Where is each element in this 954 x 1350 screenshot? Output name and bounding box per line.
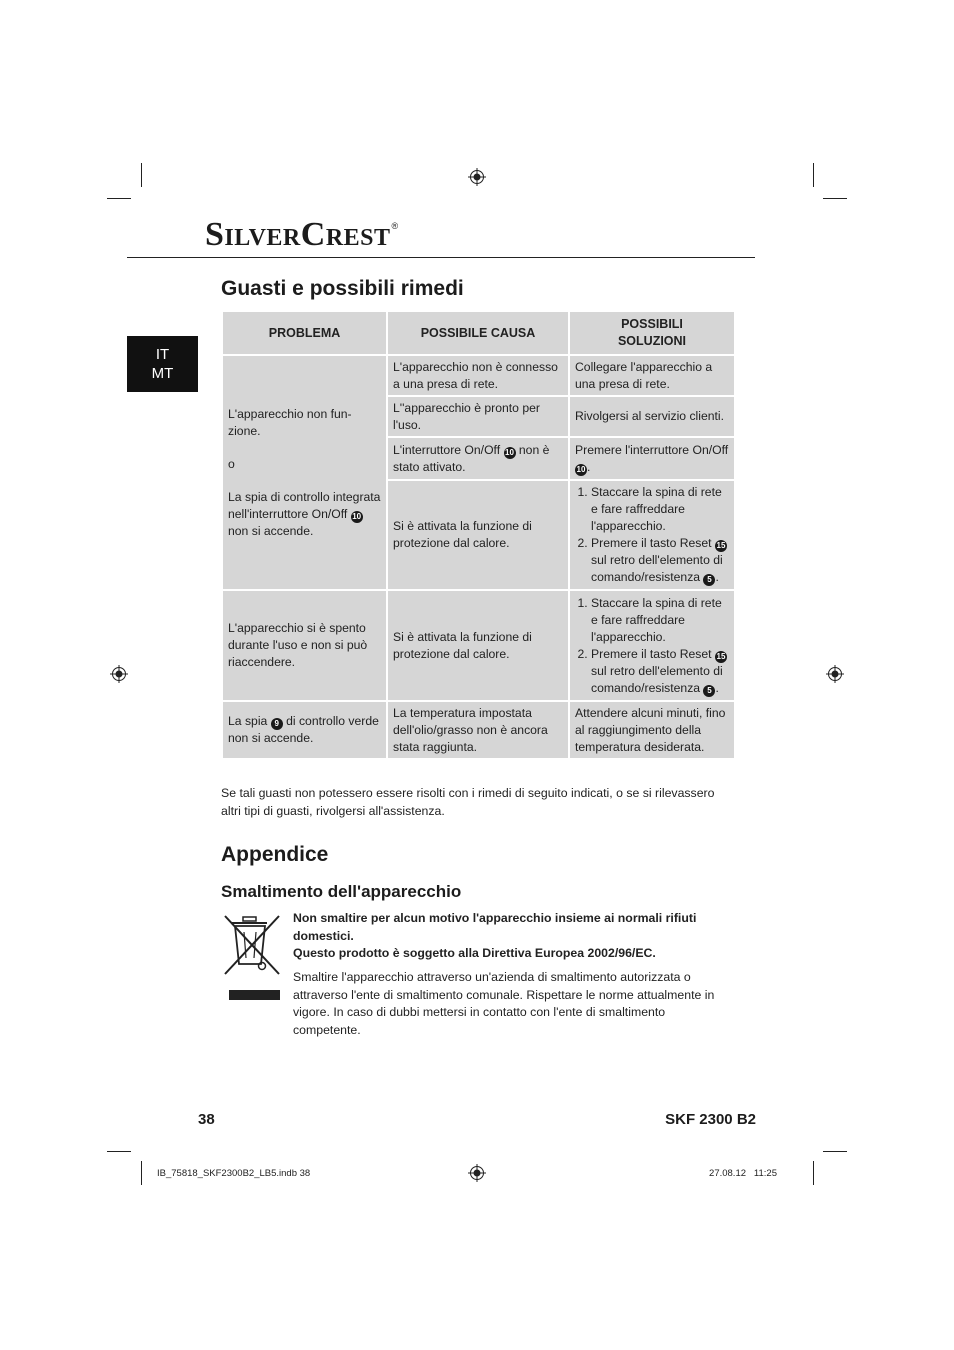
reference-number-badge: 15 <box>716 651 726 661</box>
page-title: Guasti e possibili rimedi <box>221 277 464 300</box>
trademark-symbol: ® <box>391 221 399 231</box>
solution-cell <box>569 480 735 590</box>
solution-step: 2. Premere il tasto Reset 15 sul retro dell'elemento di comando/resistenza 5 . <box>591 646 729 697</box>
registration-mark-icon <box>468 168 486 186</box>
solution-steps <box>575 595 729 697</box>
reference-number-badge: 9 <box>271 718 283 730</box>
problem-cell: La spia 9 di controllo verde non si accende. <box>222 701 387 759</box>
directive-notice: Questo prodotto è soggetto alla Direttiva Europea 2002/96/EC. <box>293 946 656 960</box>
language-tab-line1: IT <box>155 346 170 363</box>
crop-mark <box>141 163 142 187</box>
reference-number-badge: 5 <box>703 574 715 586</box>
reference-number-badge: 10 <box>352 511 362 521</box>
reference-number-badge: 10 <box>576 464 586 474</box>
solution-cell: Rivolgersi al servizio clienti. <box>569 396 735 437</box>
cause-cell: L''apparecchio è pronto per l'uso. <box>387 396 569 437</box>
solution-step: 2. Premere il tasto Reset 15 sul retro dell'elemento di comando/resistenza 5 . <box>591 535 729 586</box>
solution-cell: Premere l'interruttore On/Off 10 . <box>569 437 735 480</box>
model-number: SKF 2300 B2 <box>665 1111 756 1128</box>
solution-step: 1. Staccare la spina di rete e fare raffreddare l'apparecchio. <box>591 595 729 646</box>
reference-number-badge: 5 <box>703 685 715 697</box>
crop-mark <box>813 1161 814 1185</box>
crop-mark <box>823 198 847 199</box>
reference-number-badge: 10 <box>505 447 514 457</box>
crop-mark <box>107 1151 131 1152</box>
problem-cell <box>222 355 387 590</box>
problem-or: o <box>228 456 235 471</box>
table-header-row <box>222 311 735 355</box>
header-rule <box>127 257 755 258</box>
crop-mark <box>823 1151 847 1152</box>
language-tab-line2: MT <box>151 365 174 382</box>
page-number: 38 <box>198 1111 215 1128</box>
registration-mark-icon <box>468 1164 486 1182</box>
header-cause: POSSIBILE CAUSA <box>387 311 569 355</box>
solution-cell: Collegare l'apparecchio a una presa di rete. <box>569 355 735 396</box>
disposal-instructions: Smaltire l'apparecchio attraverso un'azienda di smaltimento autorizzata o attraverso l'ente di smaltimento comunale. Rispettare le norme attualmente in vigore. In caso di dubbi mettersi in contatto con l'ente di smaltimento competente. <box>293 970 715 1037</box>
table-row <box>222 701 735 759</box>
header-solutions: POSSIBILI SOLUZIONI <box>569 311 735 355</box>
troubleshooting-note: Se tali guasti non potessero essere risolti con i rimedi di seguito indicati, o se si rilevassero altri tipi di guasti, rivolgersi all'assistenza. <box>221 786 715 818</box>
table-row <box>222 590 735 701</box>
file-name: IB_75818_SKF2300B2_LB5.indb 38 <box>157 1168 311 1179</box>
problem-cell: L'apparecchio si è spento durante l'uso e non si può riaccendere. <box>222 590 387 701</box>
solution-step: 1. Staccare la spina di rete e fare raffreddare l'apparecchio. <box>591 484 729 535</box>
problem-text: La spia di controllo integrata nell'interruttore On/Off 10 non si accende. <box>228 489 381 538</box>
crop-mark <box>107 198 131 199</box>
disposal-title: Smaltimento dell'apparecchio <box>221 882 462 901</box>
table-row <box>222 355 735 396</box>
solution-cell: Attendere alcuni minuti, fino al raggiungimento della temperatura desiderata. <box>569 701 735 759</box>
disposal-warning: Non smaltire per alcun motivo l'apparecchio insieme ai normali rifiuti domestici. <box>293 911 697 943</box>
solution-steps <box>575 484 729 586</box>
language-tab <box>127 336 198 392</box>
cause-cell: Si è attivata la funzione di protezione dal calore. <box>387 590 569 701</box>
print-date-time: 27.08.12 11:25 <box>709 1168 777 1179</box>
registration-mark-icon <box>826 665 844 683</box>
crossed-out-bin-icon <box>222 912 284 1004</box>
appendix-title: Appendice <box>221 843 329 866</box>
registration-mark-icon <box>110 665 128 683</box>
cause-cell: La temperatura impostata dell'olio/grasso non è ancora stata raggiunta. <box>387 701 569 759</box>
header-problem: PROBLEMA <box>222 311 387 355</box>
reference-number-badge: 15 <box>716 541 726 550</box>
troubleshooting-table <box>221 310 736 760</box>
crop-mark <box>141 1161 142 1185</box>
problem-text: L'apparecchio non fun-zione. <box>228 406 352 438</box>
silvercrest-logo: SILVERCREST® <box>205 216 399 253</box>
crop-mark <box>813 163 814 187</box>
cause-cell: L'interruttore On/Off 10 non è stato attivato. <box>387 437 569 480</box>
solution-cell <box>569 590 735 701</box>
cause-cell: Si è attivata la funzione di protezione dal calore. <box>387 480 569 590</box>
cause-cell: L'apparecchio non è connesso a una presa di rete. <box>387 355 569 396</box>
